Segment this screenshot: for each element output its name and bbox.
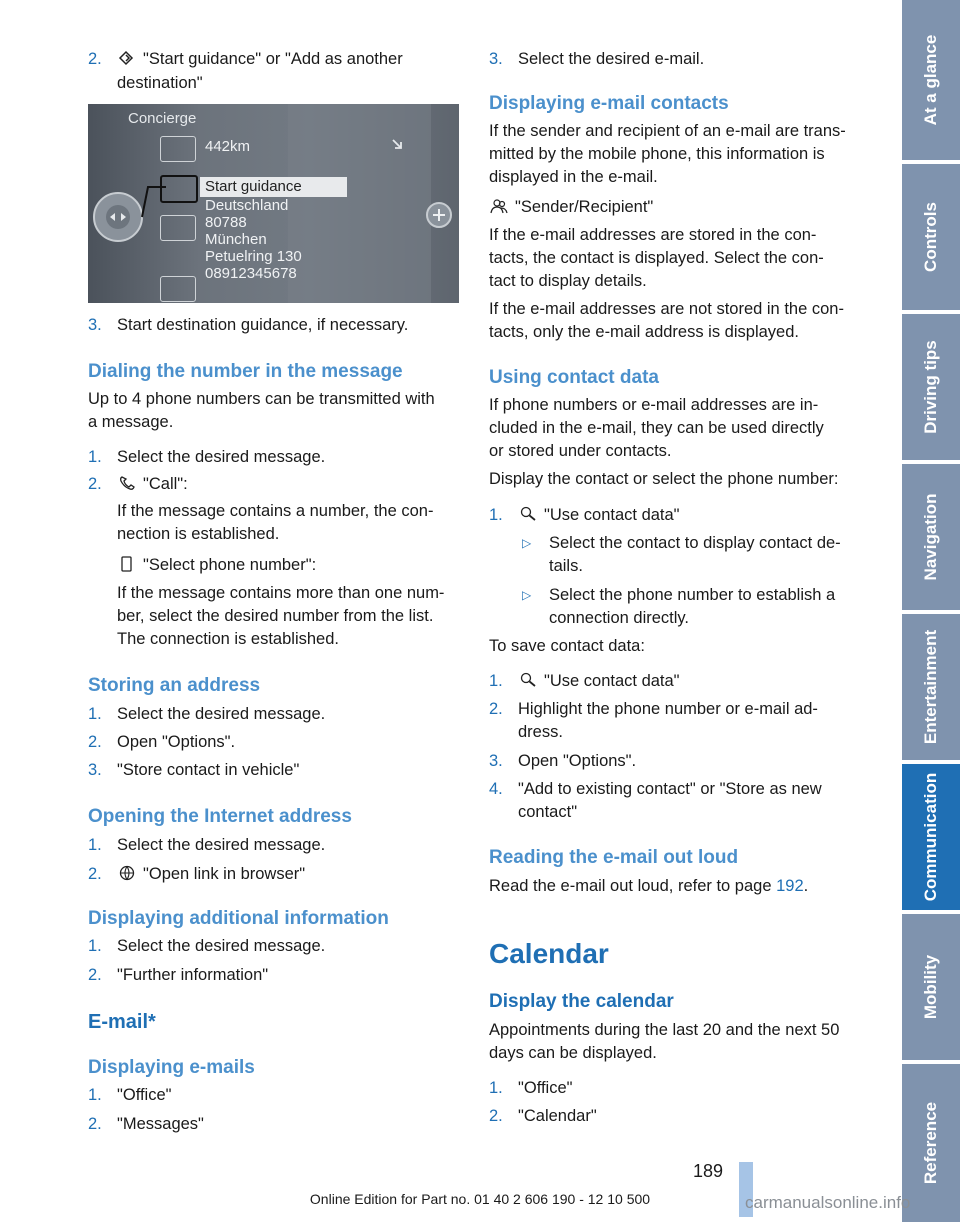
paragraph: displayed in the e-mail.	[489, 168, 658, 186]
list-item: "Further information"	[117, 966, 269, 984]
list-item: Select the desired message.	[117, 705, 326, 723]
step-number: 3.	[489, 50, 503, 68]
screen-button-selected	[160, 175, 198, 203]
screen-button	[160, 136, 196, 162]
paragraph: mitted by the mobile phone, this information is	[489, 145, 825, 163]
screen-line: Petuelring 130	[205, 248, 302, 265]
chapter-heading: Calendar	[489, 938, 609, 969]
globe-link-icon	[117, 865, 137, 881]
list-item-text: nection is established.	[117, 525, 280, 543]
step-number: 3.	[88, 761, 102, 779]
page-reference-link[interactable]: 192	[776, 877, 804, 895]
footer: Online Edition for Part no. 01 40 2 606 190 - 12 10 500	[309, 1191, 651, 1207]
step-number: 2.	[88, 966, 102, 984]
list-item: "Add to existing contact" or "Store as new	[518, 780, 822, 798]
paragraph: If phone numbers or e-mail addresses are in-	[489, 396, 819, 414]
step-number: 2.	[489, 1107, 503, 1125]
screen-button	[160, 215, 196, 241]
tab-label: Reference	[921, 1101, 940, 1185]
step-number: 2.	[489, 700, 503, 718]
section-heading: Display the calendar	[489, 991, 674, 1012]
step-number: 1.	[88, 836, 102, 854]
tab-label: At a glance	[921, 34, 940, 126]
list-item	[518, 670, 680, 694]
list-item: Open "Options".	[117, 733, 236, 751]
list-item-text: "Use contact data"	[544, 506, 680, 524]
paragraph	[489, 875, 808, 899]
contact-search-icon	[518, 672, 538, 688]
paragraph: tacts, the contact is displayed. Select the con-	[489, 249, 824, 267]
step-number: 1.	[88, 937, 102, 955]
list-item: Select the desired message.	[117, 937, 326, 955]
list-item	[117, 554, 316, 578]
list-item-text: connection directly.	[549, 609, 690, 627]
tab-label: Entertainment	[921, 629, 940, 745]
page-number: 189	[693, 1161, 724, 1181]
paragraph: If the sender and recipient of an e-mail are trans-	[489, 122, 846, 140]
paragraph: or stored under contacts.	[489, 442, 672, 460]
step-number: 2.	[88, 1115, 102, 1133]
screen-line: Deutschland	[205, 197, 289, 214]
tab-entertainment[interactable]	[902, 614, 960, 760]
contact-search-icon	[518, 506, 538, 522]
paragraph-text: .	[803, 877, 809, 895]
bullet-marker: ▷	[522, 588, 532, 602]
step-number: 1.	[489, 672, 503, 690]
list-item: Open "Options".	[518, 752, 637, 770]
list-item: "Calendar"	[518, 1107, 597, 1125]
step-number: 3.	[489, 752, 503, 770]
screen-line: 08912345678	[205, 265, 297, 282]
tab-label: Mobility	[921, 954, 940, 1020]
phone-icon	[117, 475, 137, 491]
paragraph: cluded in the e-mail, they can be used directly	[489, 419, 824, 437]
tab-label: Driving tips	[921, 340, 940, 434]
list-item-text: Select the contact to display contact de-	[549, 534, 841, 552]
paragraph: a message.	[88, 413, 174, 431]
paragraph: If the e-mail addresses are stored in the con-	[489, 226, 817, 244]
list-item-text: "Open link in browser"	[143, 865, 306, 883]
step-number: 4.	[489, 780, 503, 798]
watermark: carmanualsonline.info	[745, 1193, 911, 1212]
navigation-flag-icon	[117, 50, 137, 66]
list-item-text: ber, select the desired number from the list.	[117, 607, 434, 625]
paragraph: tact to display details.	[489, 272, 647, 290]
list-item-text: If the message contains more than one num-	[117, 584, 445, 602]
paragraph: tacts, only the e-mail address is displayed.	[489, 323, 799, 341]
step-number: 2.	[88, 733, 102, 751]
tab-communication[interactable]	[902, 764, 960, 910]
section-heading: Opening the Internet address	[88, 806, 352, 827]
tab-controls[interactable]	[902, 164, 960, 310]
chapter-tabs	[900, 0, 960, 1222]
section-heading: Reading the e-mail out loud	[489, 847, 739, 868]
list-item: Select the desired message.	[117, 448, 326, 466]
screen-button	[160, 276, 196, 302]
section-heading: Using contact data	[489, 367, 659, 388]
list-item-text: "Select phone number":	[143, 556, 317, 574]
list-item: Select the desired e-mail.	[518, 50, 705, 68]
list-item-text: "Use contact data"	[544, 672, 680, 690]
bullet-marker: ▷	[522, 536, 532, 550]
list-item	[117, 863, 305, 887]
list-item-text: destination"	[117, 74, 203, 92]
step-number: 2.	[88, 865, 102, 883]
screen-line: München	[205, 231, 267, 248]
tab-at-a-glance[interactable]	[902, 0, 960, 160]
list-item: "Office"	[518, 1079, 573, 1097]
screen-line: 80788	[205, 214, 247, 231]
step-number: 1.	[489, 1079, 503, 1097]
tab-navigation[interactable]	[902, 464, 960, 610]
screen-highlighted-item: Start guidance	[205, 178, 302, 195]
list-item-text: Select the phone number to establish a	[549, 586, 836, 604]
tab-mobility[interactable]	[902, 914, 960, 1060]
paragraph: To save contact data:	[489, 637, 645, 655]
mobile-phone-icon	[117, 556, 137, 572]
list-item-text: The connection is established.	[117, 630, 339, 648]
paragraph: Display the contact or select the phone number:	[489, 470, 839, 488]
list-item	[117, 48, 403, 72]
list-item	[518, 504, 680, 528]
step-number: 1.	[88, 448, 102, 466]
paragraph: Up to 4 phone numbers can be transmitted with	[88, 390, 435, 408]
list-item-text: contact"	[518, 803, 578, 821]
list-item-text: "Start guidance" or "Add as another	[143, 50, 403, 68]
list-item-text: If the message contains a number, the con-	[117, 502, 434, 520]
step-number: 1.	[88, 1086, 102, 1104]
list-item: Highlight the phone number or e-mail ad-	[518, 700, 818, 718]
contacts-icon	[489, 198, 509, 214]
list-item: Start destination guidance, if necessary.	[117, 316, 409, 334]
list-item: "Store contact in vehicle"	[117, 761, 300, 779]
list-item-text: tails.	[549, 557, 583, 575]
section-heading: Displaying e-mail contacts	[489, 93, 729, 114]
section-heading: E-mail*	[88, 1011, 156, 1033]
step-number: 2.	[88, 50, 102, 68]
list-item: Select the desired message.	[117, 836, 326, 854]
paragraph-text: Read the e-mail out loud, refer to page	[489, 877, 777, 895]
paragraph: days can be displayed.	[489, 1044, 657, 1062]
list-item-text: dress.	[518, 723, 563, 741]
paragraph-text: "Sender/Recipient"	[515, 198, 654, 216]
idrive-screenshot	[88, 104, 459, 303]
section-heading: Displaying additional information	[88, 908, 389, 929]
paragraph	[489, 196, 653, 220]
list-item: "Office"	[117, 1086, 172, 1104]
tab-label: Navigation	[921, 493, 940, 581]
section-heading: Displaying e-mails	[88, 1057, 255, 1078]
paragraph: If the e-mail addresses are not stored in the con-	[489, 300, 844, 318]
section-heading: Dialing the number in the message	[88, 361, 403, 382]
step-number: 2.	[88, 475, 102, 493]
step-number: 1.	[489, 506, 503, 524]
tab-label: Controls	[921, 202, 940, 272]
section-heading: Storing an address	[88, 675, 261, 696]
step-number: 1.	[88, 705, 102, 723]
list-item: "Messages"	[117, 1115, 204, 1133]
screen-title: Concierge	[128, 110, 197, 127]
paragraph: Appointments during the last 20 and the next 50	[489, 1021, 840, 1039]
screen-distance: 442km	[205, 138, 251, 155]
tab-driving-tips[interactable]	[902, 314, 960, 460]
tab-label: Communication	[921, 772, 940, 902]
list-item-text: "Call":	[143, 475, 188, 493]
list-item	[117, 473, 188, 497]
step-number: 3.	[88, 316, 102, 334]
